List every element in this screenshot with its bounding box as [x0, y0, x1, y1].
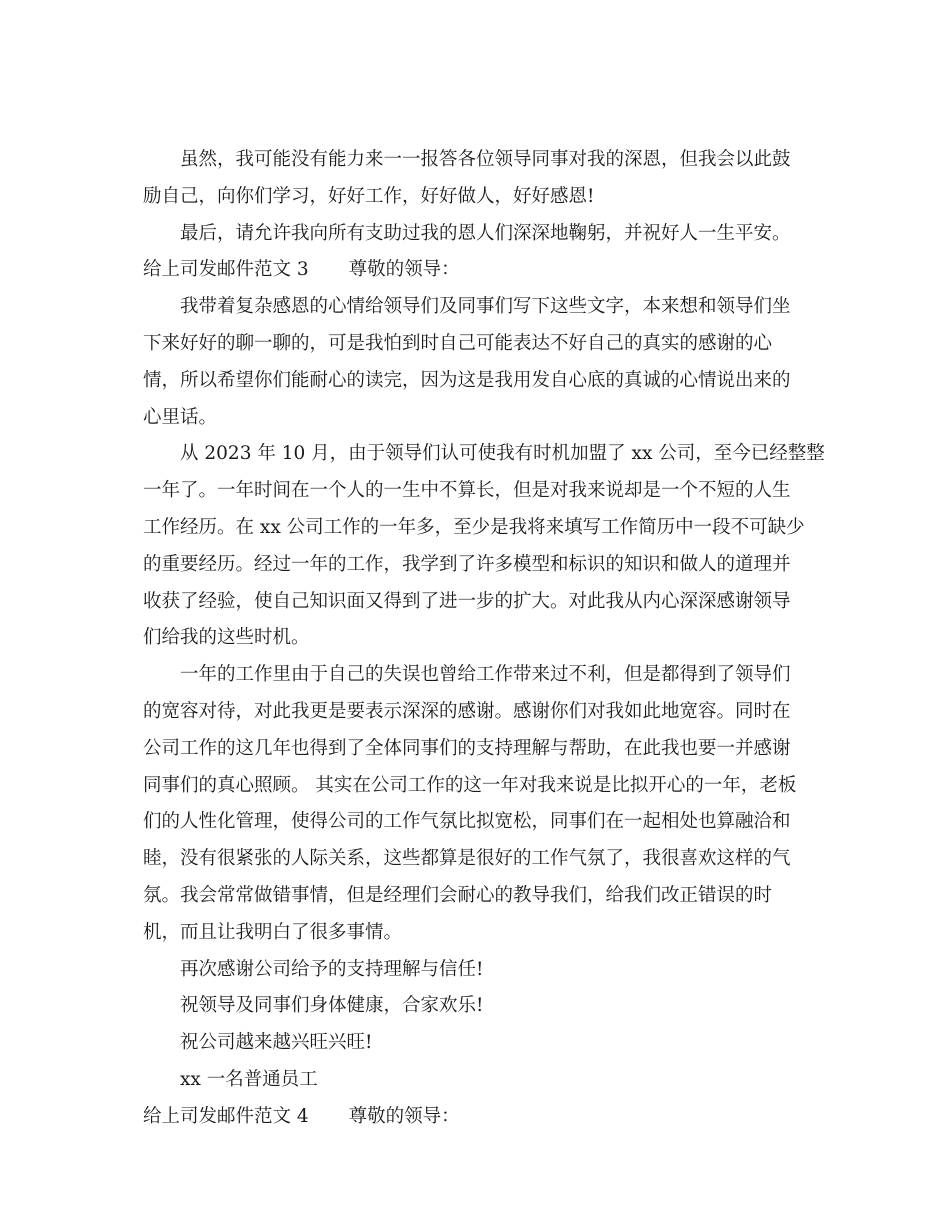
paragraph-line: 虽然，我可能没有能力来一一报答各位领导同事对我的深恩，但我会以此鼓 — [180, 149, 791, 170]
paragraph-line: 们的人性化管理，使得公司的工作气氛比拟宽松，同事们在一起相处也算融洽和 — [143, 811, 791, 833]
paragraph-line: 一年了。一年时间在一个人的一生中不算长，但是对我来说却是一个不短的人生 — [143, 480, 791, 502]
paragraph-line: 心里话。 — [143, 406, 218, 428]
section-heading: 给上司发邮件范文 4 — [143, 1105, 309, 1127]
section-heading-line — [143, 252, 823, 289]
paragraph-line: 的宽容对待，对此我更是要表示深深的感谢。感谢你们对我如此地宽容。同时在 — [143, 700, 791, 722]
paragraph-line: 祝公司越来越兴旺兴旺! — [180, 1032, 373, 1054]
paragraph-line: 工作经历。在 xx 公司工作的一年多，至少是我将来填写工作简历中一段不可缺少 — [143, 516, 805, 538]
paragraph-line: 机，而且让我明白了很多事情。 — [143, 921, 403, 943]
paragraph-line: 祝领导及同事们身体健康，合家欢乐! — [180, 995, 484, 1017]
paragraph-line: 再次感谢公司给予的支持理解与信任! — [180, 958, 484, 980]
salutation: 尊敬的领导： — [348, 259, 460, 281]
salutation: 尊敬的领导： — [348, 1105, 460, 1127]
paragraph-line: 的重要经历。经过一年的工作，我学到了许多模型和标识的知识和做人的道理并 — [143, 553, 791, 575]
paragraph-line: 最后，请允许我向所有支助过我的恩人们深深地鞠躬，并祝好人一生平安。 — [180, 222, 791, 244]
section-heading-line — [143, 1099, 823, 1136]
paragraph-line: 我带着复杂感恩的心情给领导们及同事们写下这些文字，本来想和领导们坐 — [180, 296, 791, 318]
paragraph-line: 氛。我会常常做错事情，但是经理们会耐心的教导我们，给我们改正错误的时 — [143, 884, 773, 906]
paragraph-line: 下来好好的聊一聊的，可是我怕到时自己可能表达不好自己的真实的感谢的心 — [143, 332, 773, 354]
paragraph-line: 从 2023 年 10 月，由于领导们认可使我有时机加盟了 xx 公司，至今已经整整 — [180, 443, 825, 465]
paragraph-line: 睦，没有很紧张的人际关系，这些都算是很好的工作气氛了，我很喜欢这样的气 — [143, 848, 791, 870]
paragraph-line: 励自己，向你们学习，好好工作，好好做人，好好感恩! — [143, 185, 595, 207]
paragraph-line: xx 一名普通员工 — [180, 1068, 318, 1090]
paragraph-line: 同事们的真心照顾。 其实在公司工作的这一年对我来说是比拟开心的一年，老板 — [143, 774, 797, 796]
section-heading: 给上司发邮件范文 3 — [143, 259, 309, 281]
paragraph-line: 一年的工作里由于自己的失误也曾给工作带来过不利，但是都得到了领导们 — [180, 664, 791, 686]
paragraph-line: 情，所以希望你们能耐心的读完，因为这是我用发自心底的真诚的心情说出来的 — [143, 369, 791, 391]
document-body — [143, 142, 823, 1136]
paragraph-line: 们给我的这些时机。 — [143, 627, 310, 649]
paragraph-line: 公司工作的这几年也得到了全体同事们的支持理解与帮助，在此我也要一并感谢 — [143, 737, 791, 759]
paragraph-line: 收获了经验，使自己知识面又得到了进一步的扩大。对此我从内心深深感谢领导 — [143, 590, 791, 612]
